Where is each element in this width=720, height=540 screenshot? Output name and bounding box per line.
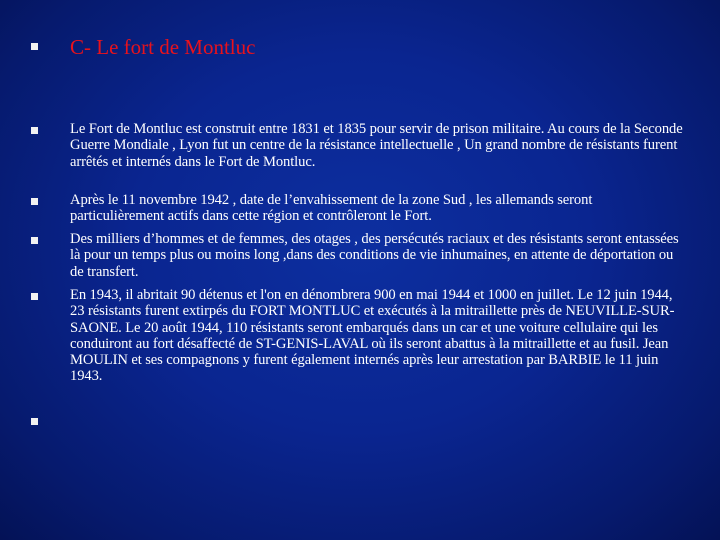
- paragraph-4: En 1943, il abritait 90 détenus et l'on en dénombrera 900 en mai 1944 et 1000 en juillet. Le 12 juin 1944, 23 résistants furent extirpés du FORT MONTLUC et exécutés à la mitraillette près de NEUVILLE-SUR-SAONE. Le 20 août 1944, 110 résistants seront embarqués dans un car et une voiture cellulaire qui les conduiront au fort désaffecté de ST-GENIS-LAVAL où ils seront abattus à la mitraillette et au fusil. Jean MOULIN et ses compagnons y furent également internés après leur arrestation par BARBIE le 11 juin 1943.: [70, 287, 675, 385]
- paragraph-bullet-icon: [31, 237, 38, 244]
- paragraph-3: Des milliers d’hommes et de femmes, des otages , des persécutés raciaux et des résistants seront entassées là pour un temps plus ou moins long ,dans des conditions de vie inhumaines, en attente de déportation ou de transfert.: [70, 231, 679, 280]
- paragraph-bullet-icon: [31, 293, 38, 300]
- slide-title: C- Le fort de Montluc: [70, 35, 256, 59]
- paragraph-1: Le Fort de Montluc est construit entre 1831 et 1835 pour servir de prison militaire. Au cours de la Seconde Guerre Mondiale , Lyon fut un centre de la résistance intellectuelle , Un grand nombre de résistants furent arrêtés et internés dans le Fort de Montluc.: [70, 121, 683, 170]
- paragraph-bullet-icon: [31, 127, 38, 134]
- title-bullet-icon: [31, 43, 38, 50]
- paragraph-2: Après le 11 novembre 1942 , date de l’envahissement de la zone Sud , les allemands seront particulièrement actifs dans cette région et contrôleront le Fort.: [70, 192, 593, 225]
- empty-bullet-icon: [31, 418, 38, 425]
- paragraph-bullet-icon: [31, 198, 38, 205]
